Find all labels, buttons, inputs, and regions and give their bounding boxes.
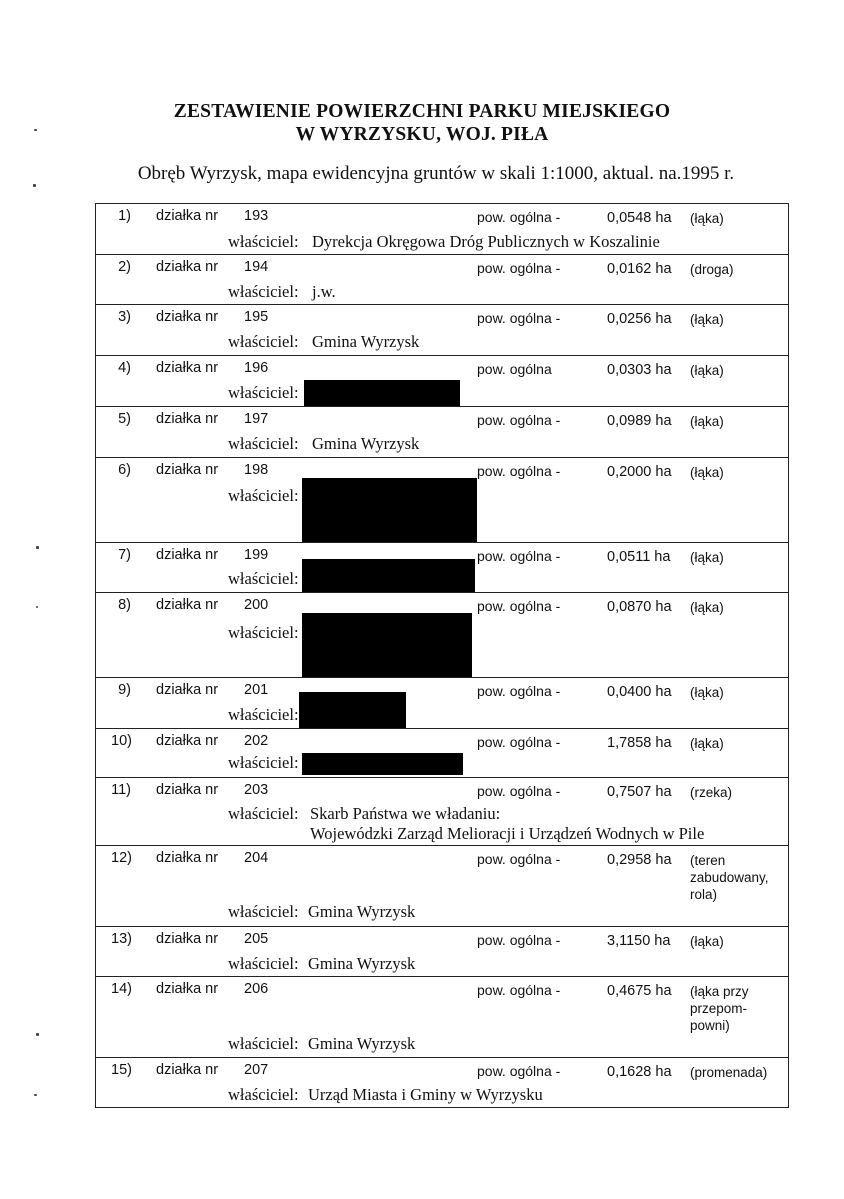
table-row bbox=[96, 728, 788, 777]
plot-label: działka nr bbox=[156, 981, 219, 997]
land-use: (łąka) bbox=[690, 211, 724, 226]
scan-mark bbox=[36, 1033, 39, 1036]
parcel-table bbox=[95, 203, 789, 1108]
plot-number: 201 bbox=[244, 682, 269, 698]
area-label: pow. ogólna - bbox=[477, 260, 561, 276]
scan-mark bbox=[36, 546, 39, 549]
row-number: 1) bbox=[118, 208, 131, 224]
document-subtitle: Obręb Wyrzysk, mapa ewidencyjna gruntów w skali 1:1000, aktual. na.1995 r. bbox=[137, 163, 735, 184]
plot-number: 193 bbox=[244, 208, 269, 224]
owner-value: Dyrekcja Okręgowa Dróg Publicznych w Koszalinie bbox=[312, 232, 660, 251]
row-number: 4) bbox=[118, 360, 131, 376]
plot-number: 205 bbox=[244, 931, 269, 947]
row-number: 13) bbox=[111, 931, 132, 947]
land-use: (łąka) bbox=[690, 736, 724, 751]
table-row bbox=[96, 976, 788, 1057]
land-use: (łąka przy przepom- powni) bbox=[690, 984, 749, 1033]
owner-label: właściciel: bbox=[228, 383, 299, 402]
area-value: 0,7507 ha bbox=[607, 784, 672, 800]
owner-value: Gmina Wyrzysk bbox=[308, 1034, 416, 1053]
row-number: 3) bbox=[118, 309, 131, 325]
area-label: pow. ogólna - bbox=[477, 598, 561, 614]
document-title-line-1: ZESTAWIENIE POWIERZCHNI PARKU MIEJSKIEGO bbox=[173, 101, 671, 122]
table-row bbox=[96, 592, 788, 677]
area-value: 0,0256 ha bbox=[607, 311, 672, 327]
area-value: 1,7858 ha bbox=[607, 735, 672, 751]
owner-label: właściciel: bbox=[228, 486, 299, 505]
redaction-block bbox=[302, 753, 463, 775]
land-use: (łąka) bbox=[690, 934, 724, 949]
area-value: 0,0303 ha bbox=[607, 362, 672, 378]
table-row bbox=[96, 777, 788, 845]
plot-number: 204 bbox=[244, 850, 269, 866]
land-use: (droga) bbox=[690, 262, 734, 277]
area-label: pow. ogólna - bbox=[477, 932, 561, 948]
area-label: pow. ogólna - bbox=[477, 734, 561, 750]
plot-number: 202 bbox=[244, 733, 269, 749]
plot-label: działka nr bbox=[156, 411, 219, 427]
scan-mark bbox=[36, 606, 38, 608]
owner-label: właściciel: bbox=[228, 332, 299, 351]
plot-label: działka nr bbox=[156, 360, 219, 376]
area-value: 0,4675 ha bbox=[607, 983, 672, 999]
area-label: pow. ogólna - bbox=[477, 851, 561, 867]
table-row bbox=[96, 845, 788, 926]
area-label: pow. ogólna - bbox=[477, 412, 561, 428]
land-use: (rzeka) bbox=[690, 785, 733, 800]
table-row bbox=[96, 1057, 788, 1107]
owner-value: Gmina Wyrzysk bbox=[308, 954, 416, 973]
area-label: pow. ogólna - bbox=[477, 683, 561, 699]
scan-mark bbox=[33, 184, 36, 187]
plot-number: 195 bbox=[244, 309, 269, 325]
plot-label: działka nr bbox=[156, 208, 219, 224]
row-number: 7) bbox=[118, 547, 131, 563]
owner-label: właściciel: bbox=[228, 954, 299, 973]
area-label: pow. ogólna - bbox=[477, 463, 561, 479]
plot-number: 197 bbox=[244, 411, 269, 427]
land-use: (promenada) bbox=[690, 1065, 768, 1080]
plot-number: 206 bbox=[244, 981, 269, 997]
plot-label: działka nr bbox=[156, 850, 219, 866]
area-label: pow. ogólna bbox=[477, 361, 552, 377]
owner-label: właściciel: bbox=[228, 804, 299, 823]
owner-label: właściciel: bbox=[228, 569, 299, 588]
plot-label: działka nr bbox=[156, 259, 219, 275]
row-number: 2) bbox=[118, 259, 131, 275]
area-label: pow. ogólna - bbox=[477, 310, 561, 326]
area-value: 3,1150 ha bbox=[607, 933, 671, 949]
plot-label: działka nr bbox=[156, 1062, 219, 1078]
land-use: (łąka) bbox=[690, 465, 724, 480]
table-row bbox=[96, 406, 788, 457]
redaction-block bbox=[304, 380, 460, 406]
plot-label: działka nr bbox=[156, 782, 219, 798]
table-row bbox=[96, 926, 788, 976]
area-value: 0,2000 ha bbox=[607, 464, 672, 480]
plot-label: działka nr bbox=[156, 733, 219, 749]
area-label: pow. ogólna - bbox=[477, 783, 561, 799]
redaction-block bbox=[302, 613, 472, 677]
row-number: 14) bbox=[111, 981, 132, 997]
owner-label: właściciel: bbox=[228, 282, 299, 301]
area-value: 0,0870 ha bbox=[607, 599, 672, 615]
plot-number: 199 bbox=[244, 547, 269, 563]
row-number: 5) bbox=[118, 411, 131, 427]
row-number: 10) bbox=[111, 733, 132, 749]
area-value: 0,0989 ha bbox=[607, 413, 672, 429]
owner-value: Gmina Wyrzysk bbox=[312, 332, 420, 351]
plot-label: działka nr bbox=[156, 682, 219, 698]
area-value: 0,2958 ha bbox=[607, 852, 672, 868]
scan-mark bbox=[34, 129, 37, 131]
table-row bbox=[96, 542, 788, 592]
owner-label: właściciel: bbox=[228, 434, 299, 453]
plot-number: 196 bbox=[244, 360, 269, 376]
owner-value: Skarb Państwa we władaniu: bbox=[310, 804, 501, 823]
redaction-block bbox=[299, 692, 406, 728]
table-row bbox=[96, 677, 788, 728]
table-row bbox=[96, 304, 788, 355]
row-number: 15) bbox=[111, 1062, 132, 1078]
plot-label: działka nr bbox=[156, 931, 219, 947]
row-number: 8) bbox=[118, 597, 131, 613]
redaction-block bbox=[302, 559, 475, 593]
owner-label: właściciel: bbox=[228, 1034, 299, 1053]
plot-number: 194 bbox=[244, 259, 269, 275]
owner-label: właściciel: bbox=[228, 902, 299, 921]
area-label: pow. ogólna - bbox=[477, 982, 561, 998]
area-value: 0,0400 ha bbox=[607, 684, 672, 700]
land-use: (łąka) bbox=[690, 600, 724, 615]
land-use: (łąka) bbox=[690, 685, 724, 700]
owner-value: Gmina Wyrzysk bbox=[312, 434, 420, 453]
land-use: (łąka) bbox=[690, 312, 724, 327]
owner-value: Gmina Wyrzysk bbox=[308, 902, 416, 921]
area-value: 0,0548 ha bbox=[607, 210, 672, 226]
owner-label: właściciel: bbox=[228, 623, 299, 642]
plot-label: działka nr bbox=[156, 462, 219, 478]
land-use: (łąka) bbox=[690, 550, 724, 565]
owner-label: właściciel: bbox=[228, 232, 299, 251]
owner-value: Urząd Miasta i Gminy w Wyrzysku bbox=[308, 1085, 543, 1104]
row-number: 6) bbox=[118, 462, 131, 478]
owner-label: właściciel: bbox=[228, 705, 299, 724]
plot-number: 203 bbox=[244, 782, 269, 798]
row-number: 12) bbox=[111, 850, 132, 866]
plot-label: działka nr bbox=[156, 309, 219, 325]
table-row bbox=[96, 204, 788, 254]
area-value: 0,0511 ha bbox=[607, 549, 671, 565]
plot-number: 198 bbox=[244, 462, 269, 478]
plot-label: działka nr bbox=[156, 547, 219, 563]
table-row bbox=[96, 355, 788, 406]
redaction-block bbox=[302, 478, 477, 542]
area-value: 0,1628 ha bbox=[607, 1064, 672, 1080]
plot-number: 200 bbox=[244, 597, 269, 613]
area-label: pow. ogólna - bbox=[477, 209, 561, 225]
plot-label: działka nr bbox=[156, 597, 219, 613]
area-value: 0,0162 ha bbox=[607, 261, 672, 277]
land-use: (teren zabudowany, rola) bbox=[690, 853, 769, 902]
row-number: 11) bbox=[111, 782, 131, 798]
owner-label: właściciel: bbox=[228, 1085, 299, 1104]
land-use: (łąka) bbox=[690, 414, 724, 429]
table-row bbox=[96, 457, 788, 542]
table-row bbox=[96, 254, 788, 304]
row-number: 9) bbox=[118, 682, 131, 698]
owner-value: j.w. bbox=[312, 282, 336, 301]
scan-mark bbox=[34, 1094, 37, 1096]
land-use: (łąka) bbox=[690, 363, 724, 378]
owner-value-line-2: Wojewódzki Zarząd Melioracji i Urządzeń Wodnych w Pile bbox=[310, 824, 705, 843]
document-title-line-2: W WYRZYSKU, WOJ. PIŁA bbox=[295, 124, 549, 145]
plot-number: 207 bbox=[244, 1062, 269, 1078]
area-label: pow. ogólna - bbox=[477, 548, 561, 564]
owner-label: właściciel: bbox=[228, 753, 299, 772]
area-label: pow. ogólna - bbox=[477, 1063, 561, 1079]
